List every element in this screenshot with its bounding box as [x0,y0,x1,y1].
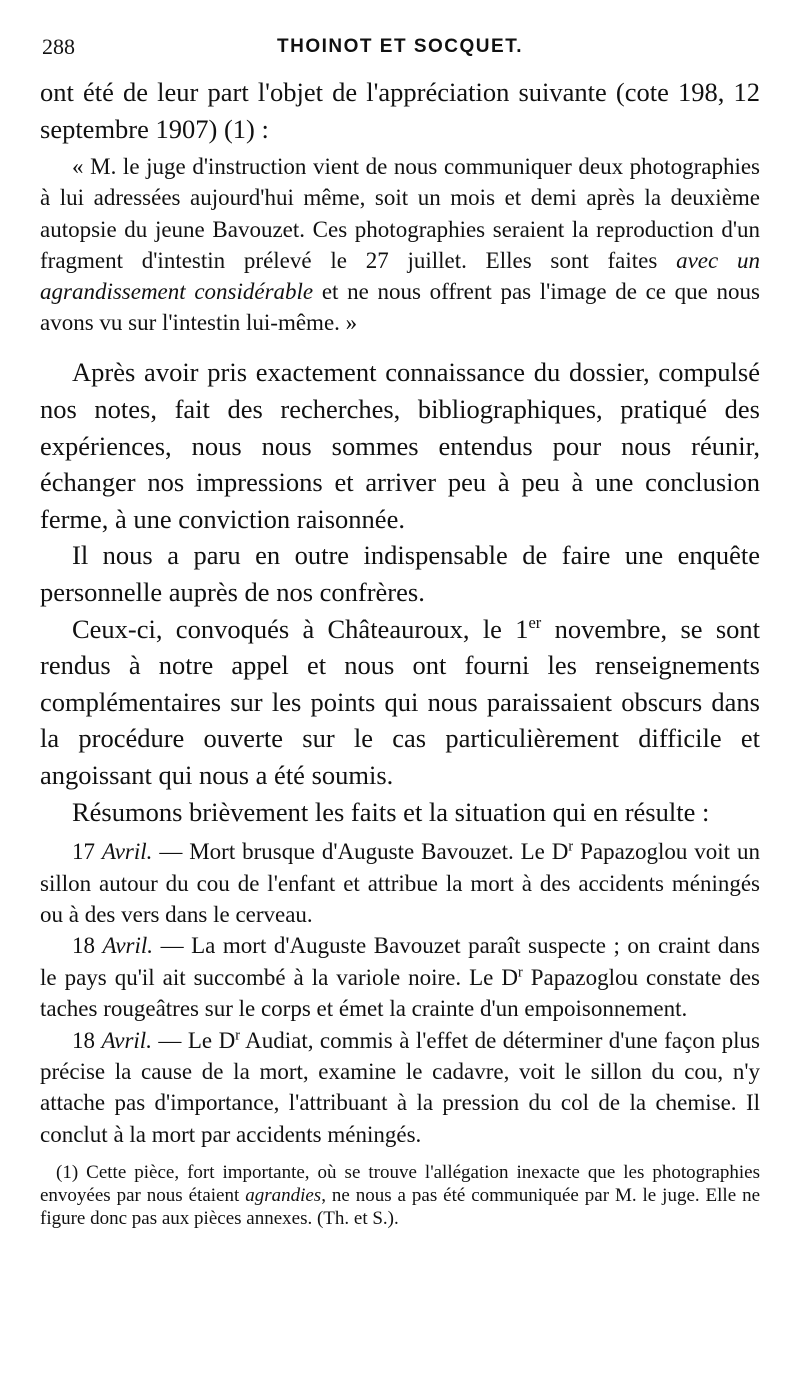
entry-day: 18 [72,1027,102,1053]
footnote [40,1162,760,1230]
main-text [40,74,760,1150]
ordinal-superscript: er [528,612,542,632]
entry-text: Papazoglou constate des taches rougeâtres sur le corps et émet la crainte d'un empoisonnement. [40,964,760,1022]
chronology-entry [40,836,760,930]
paragraph-enquiry: Il nous a paru en outre indispensable de faire une enquête personnelle auprès de nos confrères. [40,540,760,607]
footnote-spacer [40,1150,760,1162]
paragraph-summary-intro: Résumons brièvement les faits et la situation qui en résulte : [72,796,710,827]
entry-text: — Mort brusque d'Auguste Bavouzet. Le D [152,839,569,865]
entry-text: Papazoglou voit un sillon autour du cou de l'enfant et attribue la mort à des accidents méningés ou à des vers dans le cerveau. [40,839,760,927]
doctor-superscript: r [568,838,574,855]
footnote-text-start: (1) Cette pièce, fort importante, où se trouve l'allégation inexacte que les photographies envoyées par nous étaient [40,1162,760,1206]
quote-italic-phrase: avec un agrandissement considérable [40,247,760,304]
running-header [40,34,760,74]
doctor-superscript: r [517,964,523,981]
paragraph-continued: ont été de leur part l'objet de l'appréciation suivante (cote 198, 12 septembre 1907) (1) : [40,77,760,144]
footnote-italic-word: agrandies [245,1184,322,1206]
entry-day: 17 [72,839,102,865]
entry-text: Audiat, commis à l'effet de déterminer d'une façon plus précise la cause de la mort, examine le cadavre, voit le sillon du cou, n'y attache pas d'importance, l'attribuant à la pression du col de la chemise. Il conclut à la mort par accidents méningés. [40,1027,760,1147]
paragraph-examination: Après avoir pris exactement connaissance du dossier, compulsé nos notes, fait des recherches, bibliographiques, pratiqué des expériences, nous nous sommes entendus pour nous réunir, échanger nos impressions et arriver peu à peu à une conclusion ferme, à une conviction raisonnée. [40,357,760,534]
quoted-paragraph [40,151,760,338]
entry-day: 18 [72,933,103,959]
entry-month: Avril. [101,1027,152,1053]
chronology-entry [40,1025,760,1151]
entry-month: Avril. [101,839,153,865]
colleagues-text-end: novembre, se sont rendus à notre appel et nous ont fourni les renseignements complémentaires sur les points qui nous paraissaient obscurs dans la procédure ouverte sur le cas particulièrement difficile et angoissant qui nous a été soumis. [40,613,760,790]
quote-text-start: « M. le juge d'instruction vient de nous communiquer deux photographies à lui adressées aujourd'hui même, soit un mois et demi après la deuxième autopsie du jeune Bavouzet. Ces photographies seraient la reproduction d'un fragment d'intestin prélevé le 27 juillet. Elles sont faites [40,154,760,273]
doctor-superscript: r [235,1026,240,1043]
footnote-text-end: , ne nous a pas été communiquée par M. le juge. Elle ne figure donc pas aux pièces annexes. (Th. et S.). [40,1184,760,1229]
paragraph-colleagues [40,611,760,794]
colleagues-text-start: Ceux-ci, convoqués à Châteauroux, le 1 [72,613,529,644]
running-title: THOINOT ET SOCQUET. [277,36,523,57]
page-number: 288 [42,34,75,59]
chronology-entry [40,930,760,1024]
entry-month: Avril. [102,933,154,959]
entry-text: — La mort d'Auguste Bavouzet paraît suspecte ; on craint dans le pays qu'il ait succombé à la variole noire. Le D [40,933,760,990]
entry-text: — Le D [151,1027,236,1053]
quote-text-end: et ne nous offrent pas l'image de ce que nous avons vu sur l'intestin lui-même. » [40,279,761,336]
